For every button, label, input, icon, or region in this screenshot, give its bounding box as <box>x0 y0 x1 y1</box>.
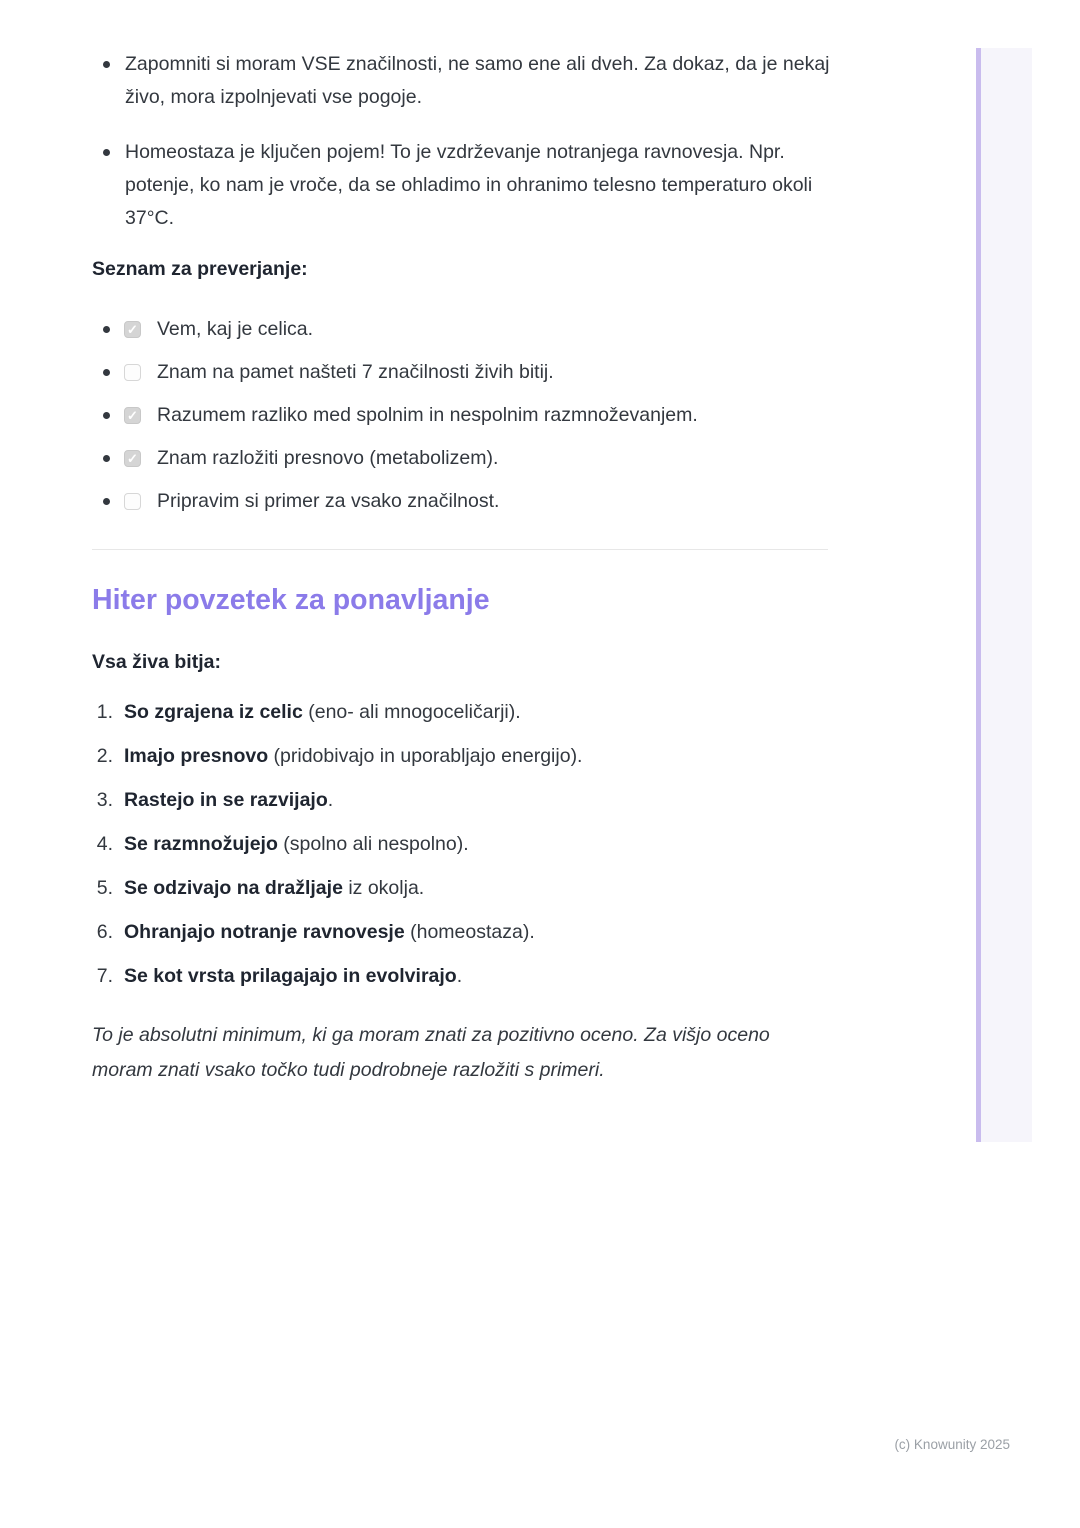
list-item-rest: . <box>327 789 334 811</box>
list-item-rest: (homeostaza). <box>404 921 535 943</box>
checklist-item <box>92 351 830 394</box>
checkbox[interactable] <box>124 364 141 381</box>
list-item-bold: Imajo presnovo <box>124 745 269 767</box>
checkbox[interactable] <box>124 407 141 424</box>
list-item-rest: iz okolja. <box>342 877 425 899</box>
bullet-marker <box>103 498 110 505</box>
summary-list-item <box>92 788 830 812</box>
list-item-bold: Rastejo in se razvijajo <box>124 789 328 811</box>
list-item-rest: (eno- ali mnogoceličarji). <box>302 701 521 723</box>
list-number: 4. <box>96 833 113 855</box>
bullet-item <box>92 48 830 114</box>
checklist-item <box>92 437 830 480</box>
checklist-item-label: Vem, kaj je celica. <box>157 318 314 340</box>
summary-list <box>92 700 830 988</box>
summary-subheading: Vsa živa bitja: <box>92 651 221 673</box>
bullet-marker <box>103 149 110 156</box>
checkmark-icon: ✓ <box>127 451 138 466</box>
checklist-item-label: Razumem razliko med spolnim in nespolnim razmnoževanjem. <box>157 404 698 426</box>
summary-list-item <box>92 700 830 724</box>
list-number: 7. <box>96 965 113 987</box>
intro-bullet-list <box>92 48 830 235</box>
bullet-text: Zapomniti si moram VSE značilnosti, ne samo ene ali dveh. Za dokaz, da je nekaj živo, mora izpolnjevati vse pogoje. <box>125 53 830 108</box>
summary-list-item <box>92 964 830 988</box>
bullet-marker <box>103 412 110 419</box>
checkbox[interactable] <box>124 493 141 510</box>
checkmark-icon: ✓ <box>127 322 138 337</box>
summary-list-item <box>92 744 830 768</box>
list-item-rest: . <box>456 965 463 987</box>
summary-list-item <box>92 876 830 900</box>
checklist-item-label: Znam na pamet našteti 7 značilnosti živih bitij. <box>157 361 554 383</box>
right-sidebar-strip <box>981 48 1032 1142</box>
summary-list-item <box>92 832 830 856</box>
list-item-bold: Se kot vrsta prilagajajo in evolvirajo <box>124 965 457 987</box>
section-heading: Hiter povzetek za ponavljanje <box>92 584 490 616</box>
section-divider <box>92 549 828 550</box>
checklist <box>92 308 830 523</box>
checklist-item-label: Pripravim si primer za vsako značilnost. <box>157 490 500 512</box>
checkbox[interactable] <box>124 450 141 467</box>
checklist-item-label: Znam razložiti presnovo (metabolizem). <box>157 447 499 469</box>
bullet-marker <box>103 61 110 68</box>
list-number: 5. <box>96 877 113 899</box>
summary-note: To je absolutni minimum, ki ga moram znati za pozitivno oceno. Za višjo oceno moram znati vsako točko tudi podrobneje razložiti s primeri. <box>92 1024 770 1081</box>
list-item-rest: (spolno ali nespolno). <box>277 833 469 855</box>
copyright: (c) Knowunity 2025 <box>894 1437 1010 1452</box>
checklist-item <box>92 480 830 523</box>
list-item-rest: (pridobivajo in uporabljajo energijo). <box>268 745 583 767</box>
checklist-heading: Seznam za preverjanje: <box>92 258 308 280</box>
list-item-bold: So zgrajena iz celic <box>124 701 303 723</box>
list-item-bold: Se odzivajo na dražljaje <box>124 877 343 899</box>
bullet-marker <box>103 369 110 376</box>
list-item-bold: Ohranjajo notranje ravnovesje <box>124 921 405 943</box>
list-number: 2. <box>96 745 113 767</box>
checklist-item <box>92 308 830 351</box>
checkbox[interactable] <box>124 321 141 338</box>
checkmark-icon: ✓ <box>127 408 138 423</box>
summary-list-item <box>92 920 830 944</box>
list-number: 3. <box>96 789 113 811</box>
bullet-marker <box>103 455 110 462</box>
document-content <box>92 48 830 1088</box>
list-number: 1. <box>96 701 113 723</box>
bullet-text: Homeostaza je ključen pojem! To je vzdrževanje notranjega ravnovesja. Npr. potenje, ko nam je vroče, da se ohladimo in ohranimo telesno temperaturo okoli 37°C. <box>125 141 813 229</box>
checklist-item <box>92 394 830 437</box>
list-number: 6. <box>96 921 113 943</box>
bullet-item <box>92 136 830 235</box>
list-item-bold: Se razmnožujejo <box>124 833 278 855</box>
bullet-marker <box>103 326 110 333</box>
